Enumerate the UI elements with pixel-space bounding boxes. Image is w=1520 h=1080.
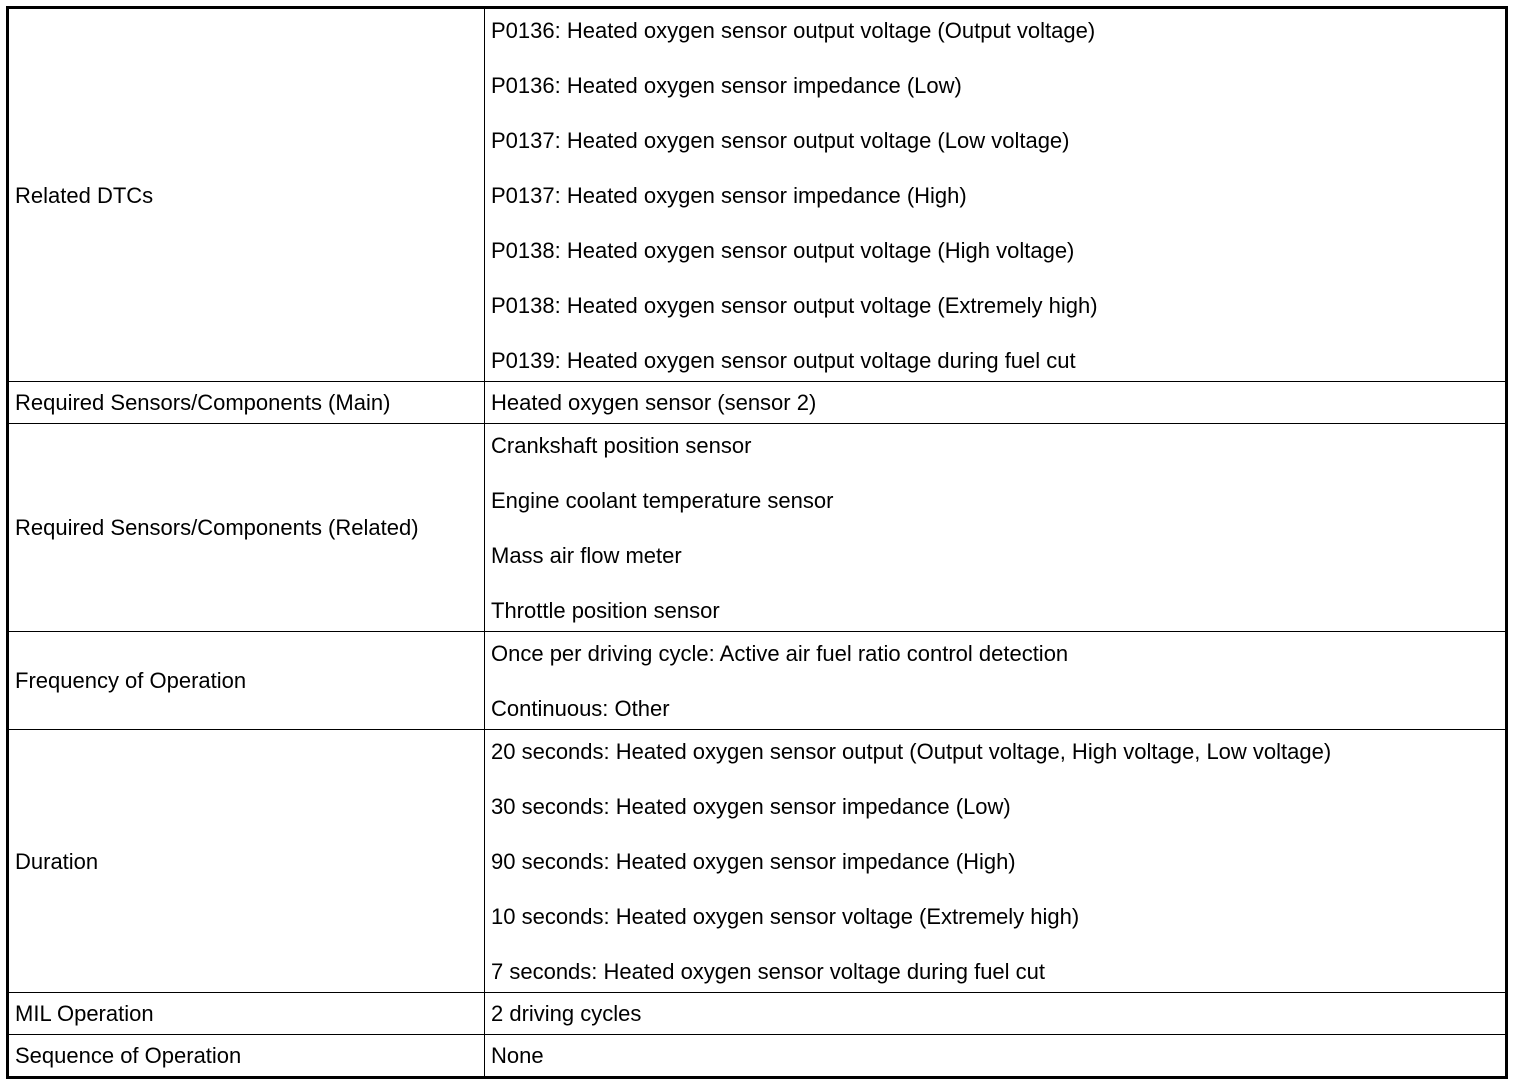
- table-row-sequence: [8, 1035, 1507, 1078]
- duration-entry: 10 seconds: Heated oxygen sensor voltage (Extremely high): [491, 904, 1080, 929]
- row-label: Required Sensors/Components (Main): [8, 382, 485, 424]
- row-value-list: [485, 632, 1507, 730]
- row-value-list: [485, 382, 1507, 424]
- component-entry: Engine coolant temperature sensor: [491, 488, 834, 513]
- sequence-entry: None: [491, 1043, 544, 1068]
- component-entry: Heated oxygen sensor (sensor 2): [491, 390, 817, 415]
- row-value-list: [485, 993, 1507, 1035]
- dtc-entry: P0136: Heated oxygen sensor impedance (Low): [491, 73, 962, 98]
- row-label: MIL Operation: [8, 993, 485, 1035]
- dtc-entry: P0139: Heated oxygen sensor output voltage during fuel cut: [491, 348, 1076, 373]
- component-entry: Throttle position sensor: [491, 598, 720, 623]
- dtc-entry: P0136: Heated oxygen sensor output voltage (Output voltage): [491, 18, 1096, 43]
- row-value-list: [485, 730, 1507, 993]
- dtc-entry: P0137: Heated oxygen sensor output voltage (Low voltage): [491, 128, 1070, 153]
- row-label: Required Sensors/Components (Related): [8, 424, 485, 632]
- duration-entry: 30 seconds: Heated oxygen sensor impedance (Low): [491, 794, 1011, 819]
- table-row-frequency: [8, 632, 1507, 730]
- table-row-required-related: [8, 424, 1507, 632]
- row-label: Related DTCs: [8, 8, 485, 382]
- component-entry: Crankshaft position sensor: [491, 433, 752, 458]
- dtc-entry: P0138: Heated oxygen sensor output voltage (High voltage): [491, 238, 1075, 263]
- row-label: Duration: [8, 730, 485, 993]
- dtc-entry: P0137: Heated oxygen sensor impedance (High): [491, 183, 967, 208]
- table-row-required-main: [8, 382, 1507, 424]
- table-row-mil-operation: [8, 993, 1507, 1035]
- duration-entry: 7 seconds: Heated oxygen sensor voltage during fuel cut: [491, 959, 1046, 984]
- row-value-list: [485, 424, 1507, 632]
- component-entry: Mass air flow meter: [491, 543, 682, 568]
- frequency-entry: Continuous: Other: [491, 696, 670, 721]
- row-label: Frequency of Operation: [8, 632, 485, 730]
- frequency-entry: Once per driving cycle: Active air fuel ratio control detection: [491, 641, 1069, 666]
- duration-entry: 90 seconds: Heated oxygen sensor impedance (High): [491, 849, 1016, 874]
- monitor-spec-table: [6, 6, 1508, 1079]
- mil-entry: 2 driving cycles: [491, 1001, 642, 1026]
- row-value-list: [485, 8, 1507, 382]
- row-label: Sequence of Operation: [8, 1035, 485, 1078]
- duration-entry: 20 seconds: Heated oxygen sensor output (Output voltage, High voltage, Low voltage): [491, 739, 1332, 764]
- dtc-entry: P0138: Heated oxygen sensor output voltage (Extremely high): [491, 293, 1098, 318]
- table-row-related-dtcs: [8, 8, 1507, 382]
- row-value-list: [485, 1035, 1507, 1078]
- table-row-duration: [8, 730, 1507, 993]
